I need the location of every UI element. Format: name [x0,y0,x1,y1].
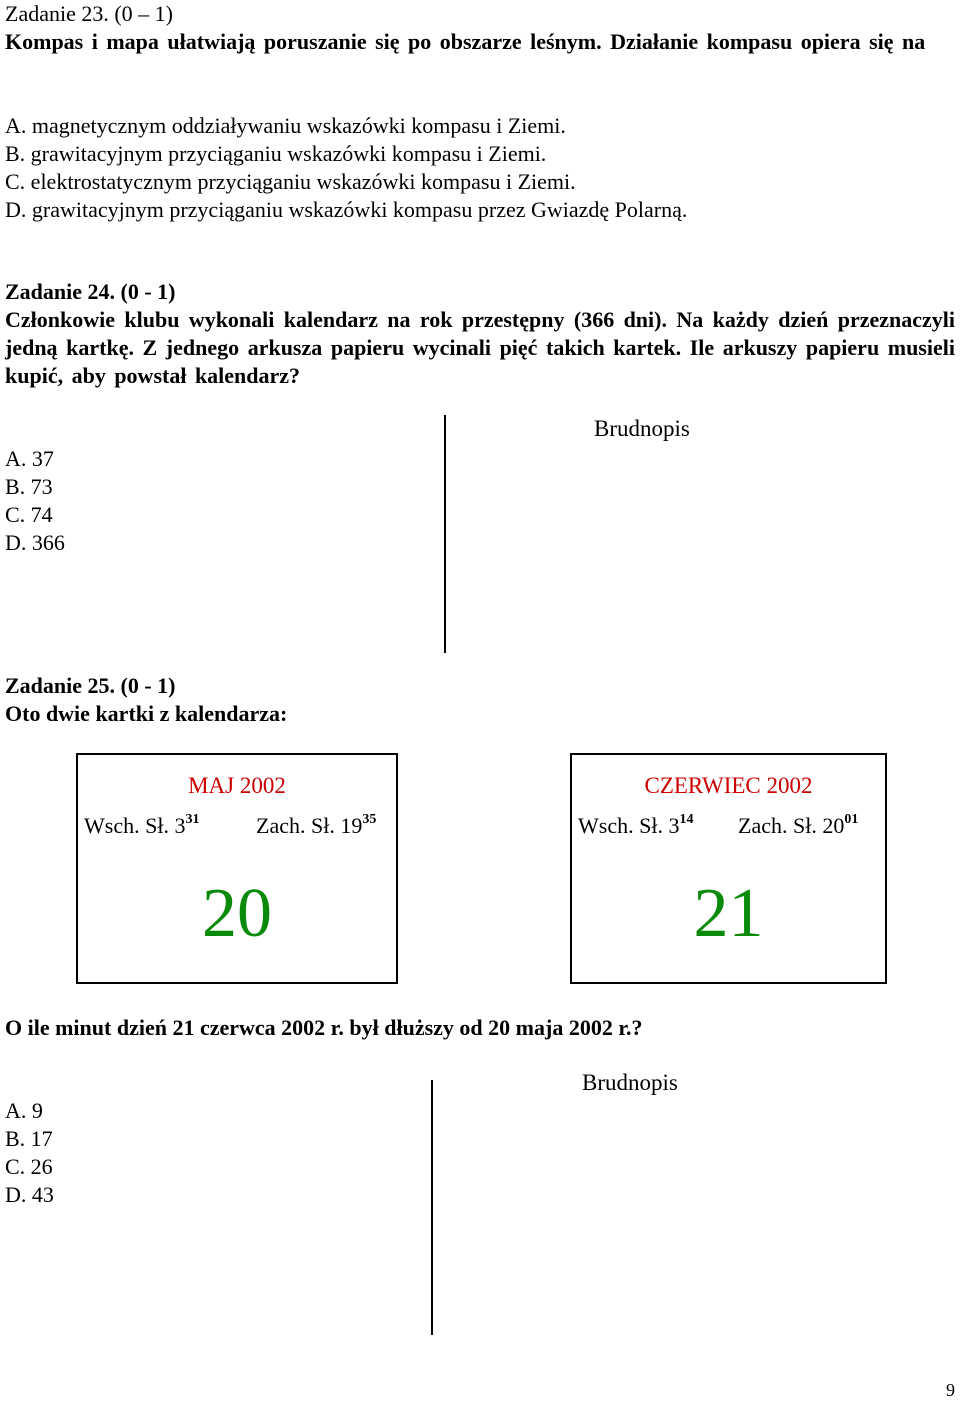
task23-title: Zadanie 23. (0 – 1) [5,1,173,26]
task24-option-c: C. 74 [5,502,53,527]
task23-option-a: A. magnetycznym oddziaływaniu wskazówki kompasu i Ziemi. [5,113,566,138]
task23-option-d: D. grawitacyjnym przyciąganiu wskazówki kompasu przez Gwiazdę Polarną. [5,197,688,222]
task25-question: O ile minut dzień 21 czerwca 2002 r. był dłuższy od 20 maja 2002 r.? [5,1015,643,1040]
task25-option-a: A. 9 [5,1098,43,1123]
task24-option-b: B. 73 [5,474,53,499]
calendar-card-day: 21 [693,875,764,952]
sunset-minutes: 35 [362,811,377,827]
task24-option-a: A. 37 [5,446,54,471]
calendar-card-june [570,753,887,984]
task25-scratch-label: Brudnopis [582,1070,678,1095]
sunrise-minutes: 31 [185,811,200,827]
task25-option-b: B. 17 [5,1126,53,1151]
task25-option-d: D. 43 [5,1182,54,1207]
sunset-label: Zach. Sł. 19 [256,813,363,838]
calendar-card-sunset [256,813,376,839]
task24-title: Zadanie 24. (0 - 1) [5,279,176,304]
calendar-card-sunrise [84,813,199,839]
task25-intro: Oto dwie kartki z kalendarza: [5,701,288,726]
task25-option-c: C. 26 [5,1154,53,1179]
task23-option-b: B. grawitacyjnym przyciąganiu wskazówki kompasu i Ziemi. [5,141,547,166]
task23-option-c: C. elektrostatycznym przyciąganiu wskazówki kompasu i Ziemi. [5,169,576,194]
sunrise-label: Wsch. Sł. 3 [578,813,680,838]
sunrise-label: Wsch. Sł. 3 [84,813,186,838]
calendar-card-may [76,753,398,984]
calendar-card-month: CZERWIEC 2002 [644,773,813,798]
scratch-divider [444,415,446,653]
scratch-divider [431,1080,433,1335]
sunset-label: Zach. Sł. 20 [738,813,845,838]
sunrise-minutes: 14 [679,811,694,827]
calendar-card-sunrise [578,813,693,839]
sunset-minutes: 01 [844,811,859,827]
task24-scratch-label: Brudnopis [594,416,690,441]
task25-title: Zadanie 25. (0 - 1) [5,673,176,698]
calendar-card-month: MAJ 2002 [188,773,286,798]
task24-question: Członkowie klubu wykonali kalendarz na rok przestępny (366 dni). Na każdy dzień przeznaczyli jedną kartkę. Z jednego arkusza papieru wycinali pięć takich kartek. Ile arkuszy papieru musieli kupić, aby powstał kalendarz? [5,307,955,388]
task23-question: Kompas i mapa ułatwiają poruszanie się po obszarze leśnym. Działanie kompasu opiera się na [5,29,926,54]
calendar-card-day: 20 [202,875,272,952]
page-number: 9 [946,1380,955,1400]
task24-option-d: D. 366 [5,530,65,555]
calendar-card-sunset [738,813,858,839]
